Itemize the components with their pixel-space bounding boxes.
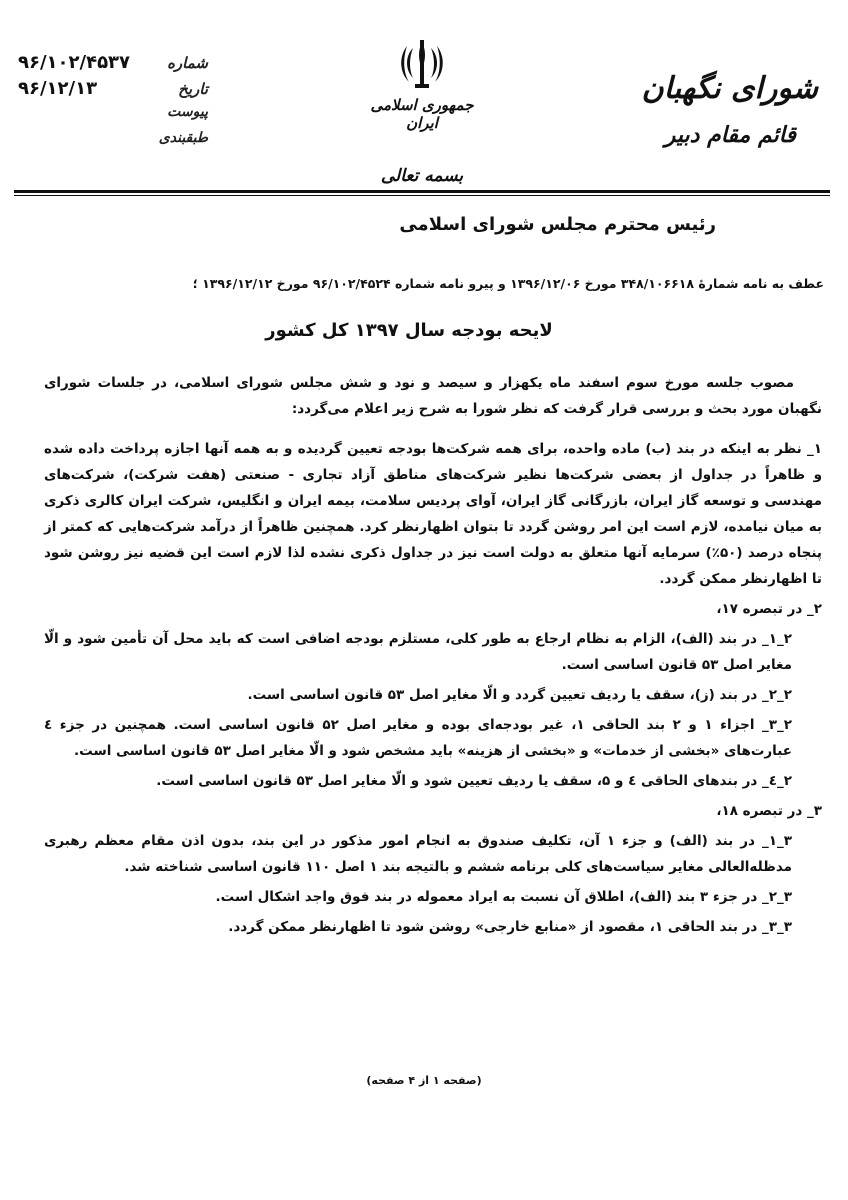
recipient: رئیس محترم مجلس شورای اسلامی <box>399 214 716 235</box>
item-2-2: ۲_۲_ در بند (ز)، سقف یا ردیف تعیین گردد و الّا مغایر اصل ۵۳ قانون اساسی است. <box>247 687 792 703</box>
organization-name: شورای نگهبان <box>641 71 818 106</box>
letter-body <box>44 370 822 944</box>
organization-block <box>598 72 818 150</box>
date-label: تاریخ <box>178 80 208 98</box>
date-value: ۹۶/۱۲/۱۳ <box>18 78 98 99</box>
national-emblem-icon <box>399 38 445 90</box>
number-label: شماره <box>167 54 208 72</box>
letter-metadata <box>18 52 208 156</box>
date-row <box>18 78 208 104</box>
item-3: ۳_ در تبصره ۱۸، <box>716 803 822 819</box>
reference-line: عطف به نامه شمارهٔ ۳۴۸/۱۰۶۶۱۸ مورخ ۱۳۹۶/۱۲/۰۶ و پیرو نامه شماره ۹۶/۱۰۲/۴۵۲۴ مورخ ۱۳۹۶/۱۲/۱۲ ؛ <box>192 276 824 291</box>
basmala: بسمه تعالی <box>380 166 464 186</box>
subject-title: لایحه بودجه سال ۱۳۹۷ کل کشور <box>265 320 553 341</box>
number-value: ۹۶/۱۰۲/۴۵۳۷ <box>18 52 131 73</box>
attachment-row <box>18 104 208 130</box>
organization-title: قائم مقام دبیر <box>664 122 796 148</box>
intro-paragraph: مصوب جلسه مورخ سوم اسفند ماه یکهزار و سیصد و نود و شش مجلس شورای اسلامی، در جلسات شورای نگهبان مورد بحث و بررسی قرار گرفت که نظر شورا به شرح زیر اعلام می‌گردد: <box>44 375 822 417</box>
item-2-4: ۲_٤_ در بندهای الحاقی ٤ و ۵، سقف یا ردیف تعیین شود و الّا مغایر اصل ۵۳ قانون اساسی است. <box>156 773 792 789</box>
item-3-1: ۳_۱_ در بند (الف) و جزء ۱ آن، تکلیف صندوق به انجام امور مذکور در این بند، بدون اذن مقام معظم رهبری مدظله‌العالی مغایر سیاست‌های کلی برنامه ششم و بالتیجه بند ۱ اصل ۱۱۰ قانون اساسی شناخته شد. <box>44 833 792 875</box>
item-3-3: ۳_۳_ در بند الحاقی ۱، مقصود از «منابع خارجی» روشن شود تا اظهارنظر ممکن گردد. <box>228 919 792 935</box>
state-name: جمهوری اسلامی ایران <box>370 96 474 132</box>
item-1: ۱_ نظر به اینکه در بند (ب) ماده واحده، برای همه شرکت‌ها بودجه تعیین گردیده و به همه آنها اجازه پرداخت داده شده و ظاهراً در جداول از بعضی شرکت‌ها نظیر شرکت‌های مناطق آزاد تجاری - صنعتی (هفت شرکت)، شرکت‌های مهندسی و توسعه گاز ایران، بازرگانی گاز ایران، آوای پردیس سلامت، بیمه ایران و انگلیس، شرکت ایران کالری ذکری به میان نیامده، لازم است این امر روشن گردد تا بتوان اظهارنظر کرد. همچنین ظاهراً از درآمد شرکت‌هایی که کمتر از پنجاه درصد (۵۰٪) سرمایه آنها متعلق به دولت است نیز در جداول ذکری نشده لذا لازم است این قضیه نیز روشن شود تا اظهارنظر ممکن گردد. <box>44 441 822 587</box>
item-2: ۲_ در تبصره ۱۷، <box>716 601 822 617</box>
item-3-2: ۳_۲_ در جزء ۳ بند (الف)، اطلاق آن نسبت به ایراد معموله در بند فوق واجد اشکال است. <box>215 889 792 905</box>
page-counter: (صفحه ۱ از ۴ صفحه) <box>366 1074 482 1087</box>
classification-row <box>18 130 208 156</box>
item-2-1: ۲_۱_ در بند (الف)، الزام به نظام ارجاع به طور کلی، مستلزم بودجه اضافی است که باید محل آن تأمین شود و الّا مغایر اصل ۵۳ قانون اساسی است. <box>44 631 792 673</box>
item-2-3: ۲_۳_ اجزاء ۱ و ۲ بند الحاقی ۱، غیر بودجه‌ای بوده و مغایر اصل ۵۲ قانون اساسی است. همچنین در جزء ٤ عبارت‌های «بخشی از خدمات» و «بخشی از هزینه» باید مشخص شود و الّا مغایر اصل ۵۳ قانون اساسی است. <box>44 717 792 759</box>
header-divider <box>14 190 830 196</box>
classification-label: طبقبندی <box>158 130 208 146</box>
emblem-block <box>352 38 492 186</box>
number-row <box>18 52 208 78</box>
attachment-label: پیوست <box>167 104 208 120</box>
